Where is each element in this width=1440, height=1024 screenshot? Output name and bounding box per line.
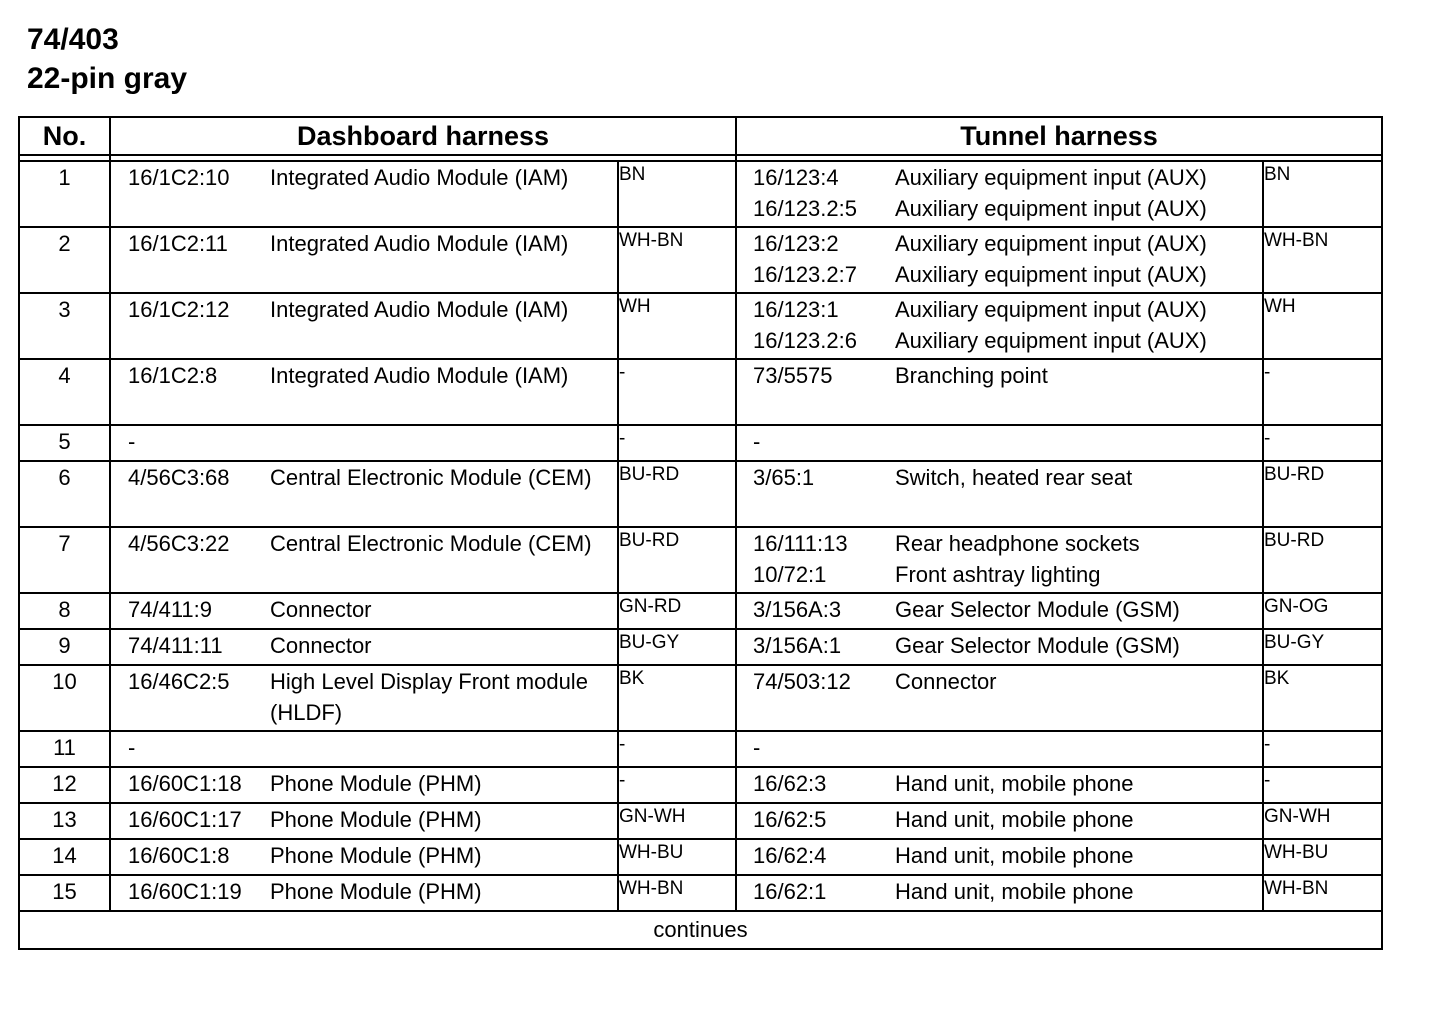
header-no: No.	[19, 117, 110, 155]
dashboard-entry	[111, 876, 617, 907]
tunnel-entry	[737, 259, 1262, 290]
dashboard-entry	[111, 228, 617, 259]
pin-number: 14	[19, 839, 110, 875]
pin-number: 9	[19, 629, 110, 665]
dashboard-harness-cell	[110, 161, 618, 227]
tunnel-wire-color: WH-BU	[1263, 839, 1382, 875]
dashboard-entry	[111, 732, 617, 763]
dashboard-wire-color: -	[618, 767, 736, 803]
dashboard-harness-cell	[110, 629, 618, 665]
dashboard-harness-cell	[110, 593, 618, 629]
table-row	[19, 161, 1382, 227]
tunnel-connector-code: -	[753, 735, 761, 760]
dashboard-entry	[111, 804, 617, 835]
pin-number: 3	[19, 293, 110, 359]
dashboard-entry	[111, 840, 617, 871]
tunnel-harness-cell	[736, 803, 1263, 839]
tunnel-component-name: Hand unit, mobile phone	[895, 771, 1134, 796]
dashboard-entry	[111, 294, 617, 325]
dashboard-wire-color: BU-RD	[618, 527, 736, 593]
dashboard-entry	[111, 462, 617, 493]
tunnel-wire-color: BU-GY	[1263, 629, 1382, 665]
tunnel-entry	[737, 294, 1262, 325]
tunnel-connector-code: 16/123.2:5	[753, 196, 857, 221]
dashboard-harness-cell	[110, 731, 618, 767]
tunnel-connector-code: 16/123.2:6	[753, 328, 857, 353]
tunnel-wire-color: -	[1263, 731, 1382, 767]
tunnel-component-name: Auxiliary equipment input (AUX)	[895, 231, 1207, 256]
table-row	[19, 629, 1382, 665]
dashboard-component-name: Phone Module (PHM)	[270, 807, 482, 832]
tunnel-harness-cell	[736, 767, 1263, 803]
tunnel-component-name: Front ashtray lighting	[895, 562, 1101, 587]
tunnel-entry	[737, 804, 1262, 835]
tunnel-harness-cell	[736, 593, 1263, 629]
tunnel-entry	[737, 228, 1262, 259]
dashboard-entry	[111, 426, 617, 457]
connector-description: 22-pin gray	[27, 62, 188, 95]
dashboard-wire-color: -	[618, 425, 736, 461]
dashboard-wire-color: WH-BN	[618, 875, 736, 911]
table-row	[19, 593, 1382, 629]
pin-number: 11	[19, 731, 110, 767]
tunnel-entry	[737, 594, 1262, 625]
tunnel-connector-code: 16/62:4	[753, 843, 827, 868]
tunnel-component-name: Auxiliary equipment input (AUX)	[895, 196, 1207, 221]
table-body	[19, 161, 1382, 911]
dashboard-connector-code: 16/60C1:17	[128, 807, 242, 832]
dashboard-component-name: Integrated Audio Module (IAM)	[270, 231, 569, 256]
tunnel-harness-cell	[736, 629, 1263, 665]
dashboard-connector-code: 16/1C2:10	[128, 165, 230, 190]
table-row	[19, 425, 1382, 461]
tunnel-harness-cell	[736, 731, 1263, 767]
pin-number: 5	[19, 425, 110, 461]
dashboard-connector-code: -	[128, 429, 136, 454]
dashboard-connector-code: 16/1C2:11	[128, 231, 228, 256]
tunnel-connector-code: 16/62:1	[753, 879, 827, 904]
tunnel-harness-cell	[736, 293, 1263, 359]
dashboard-harness-cell	[110, 461, 618, 527]
tunnel-component-name: Auxiliary equipment input (AUX)	[895, 262, 1207, 287]
dashboard-connector-code: 16/1C2:8	[128, 363, 218, 388]
tunnel-wire-color: BU-RD	[1263, 461, 1382, 527]
dashboard-wire-color: WH-BN	[618, 227, 736, 293]
tunnel-component-name: Gear Selector Module (GSM)	[895, 633, 1180, 658]
tunnel-entry	[737, 630, 1262, 661]
tunnel-component-name: Branching point	[895, 363, 1048, 388]
tunnel-entry	[737, 732, 1262, 763]
dashboard-connector-code: 16/60C1:19	[128, 879, 242, 904]
tunnel-harness-cell	[736, 461, 1263, 527]
tunnel-entry	[737, 325, 1262, 356]
table-header-row	[19, 117, 1382, 155]
dashboard-wire-color: BU-RD	[618, 461, 736, 527]
tunnel-component-name: Hand unit, mobile phone	[895, 879, 1134, 904]
tunnel-component-name: Connector	[895, 669, 997, 694]
dashboard-wire-color: BU-GY	[618, 629, 736, 665]
table-row	[19, 839, 1382, 875]
dashboard-component-name: Central Electronic Module (CEM)	[270, 465, 592, 490]
tunnel-connector-code: 73/5575	[753, 363, 833, 388]
tunnel-wire-color: -	[1263, 767, 1382, 803]
tunnel-wire-color: -	[1263, 359, 1382, 425]
continues-row	[19, 911, 1382, 949]
tunnel-component-name: Gear Selector Module (GSM)	[895, 597, 1180, 622]
dashboard-wire-color: -	[618, 359, 736, 425]
tunnel-component-name: Hand unit, mobile phone	[895, 807, 1134, 832]
pin-number: 15	[19, 875, 110, 911]
dashboard-component-name: Phone Module (PHM)	[270, 843, 482, 868]
dashboard-connector-code: 16/1C2:12	[128, 297, 230, 322]
table-row	[19, 731, 1382, 767]
tunnel-harness-cell	[736, 665, 1263, 731]
tunnel-component-name: Hand unit, mobile phone	[895, 843, 1134, 868]
tunnel-connector-code: 10/72:1	[753, 562, 827, 587]
dashboard-harness-cell	[110, 527, 618, 593]
tunnel-entry	[737, 840, 1262, 871]
dashboard-harness-cell	[110, 665, 618, 731]
table-row	[19, 293, 1382, 359]
tunnel-component-name: Auxiliary equipment input (AUX)	[895, 328, 1207, 353]
dashboard-connector-code: 4/56C3:22	[128, 531, 230, 556]
dashboard-component-name: Phone Module (PHM)	[270, 771, 482, 796]
tunnel-entry	[737, 876, 1262, 907]
dashboard-harness-cell	[110, 227, 618, 293]
tunnel-connector-code: 16/62:3	[753, 771, 827, 796]
tunnel-harness-cell	[736, 875, 1263, 911]
tunnel-wire-color: WH-BN	[1263, 227, 1382, 293]
dashboard-component-name: Integrated Audio Module (IAM)	[270, 297, 569, 322]
tunnel-connector-code: 16/123.2:7	[753, 262, 857, 287]
pin-assignment-table	[18, 116, 1383, 950]
table-row	[19, 875, 1382, 911]
pin-number: 6	[19, 461, 110, 527]
dashboard-entry	[111, 666, 617, 728]
dashboard-wire-color: BK	[618, 665, 736, 731]
tunnel-connector-code: 16/123:2	[753, 231, 839, 256]
pin-number: 10	[19, 665, 110, 731]
tunnel-wire-color: BN	[1263, 161, 1382, 227]
dashboard-component-name: High Level Display Front module (HLDF)	[270, 669, 588, 725]
tunnel-connector-code: 16/111:13	[753, 531, 848, 556]
dashboard-entry	[111, 594, 617, 625]
tunnel-component-name: Rear headphone sockets	[895, 531, 1140, 556]
tunnel-connector-code: 3/156A:3	[753, 597, 842, 622]
tunnel-connector-code: 16/123:4	[753, 165, 839, 190]
dashboard-entry	[111, 528, 617, 559]
dashboard-harness-cell	[110, 425, 618, 461]
dashboard-connector-code: 74/411:11	[128, 633, 223, 658]
dashboard-connector-code: -	[128, 735, 136, 760]
tunnel-harness-cell	[736, 839, 1263, 875]
tunnel-wire-color: -	[1263, 425, 1382, 461]
dashboard-component-name: Integrated Audio Module (IAM)	[270, 363, 569, 388]
header-tunnel-harness: Tunnel harness	[736, 117, 1382, 155]
table-row	[19, 767, 1382, 803]
tunnel-component-name: Auxiliary equipment input (AUX)	[895, 297, 1207, 322]
tunnel-connector-code: 3/156A:1	[753, 633, 842, 658]
tunnel-wire-color: GN-OG	[1263, 593, 1382, 629]
tunnel-harness-cell	[736, 527, 1263, 593]
tunnel-connector-code: 3/65:1	[753, 465, 815, 490]
pin-number: 12	[19, 767, 110, 803]
tunnel-wire-color: GN-WH	[1263, 803, 1382, 839]
dashboard-wire-color: WH	[618, 293, 736, 359]
tunnel-harness-cell	[736, 359, 1263, 425]
pin-number: 2	[19, 227, 110, 293]
pin-number: 7	[19, 527, 110, 593]
pin-number: 13	[19, 803, 110, 839]
tunnel-connector-code: 16/62:5	[753, 807, 827, 832]
tunnel-wire-color: BU-RD	[1263, 527, 1382, 593]
dashboard-wire-color: GN-WH	[618, 803, 736, 839]
tunnel-component-name: Switch, heated rear seat	[895, 465, 1133, 490]
tunnel-wire-color: BK	[1263, 665, 1382, 731]
tunnel-entry	[737, 559, 1262, 590]
dashboard-entry	[111, 630, 617, 661]
dashboard-wire-color: GN-RD	[618, 593, 736, 629]
dashboard-connector-code: 16/46C2:5	[128, 669, 230, 694]
dashboard-harness-cell	[110, 359, 618, 425]
dashboard-harness-cell	[110, 875, 618, 911]
dashboard-component-name: Integrated Audio Module (IAM)	[270, 165, 569, 190]
dashboard-harness-cell	[110, 293, 618, 359]
pin-number: 1	[19, 161, 110, 227]
tunnel-connector-code: -	[753, 429, 761, 454]
tunnel-entry	[737, 666, 1262, 697]
table-row	[19, 227, 1382, 293]
tunnel-entry	[737, 360, 1262, 391]
dashboard-component-name: Central Electronic Module (CEM)	[270, 531, 592, 556]
tunnel-wire-color: WH	[1263, 293, 1382, 359]
tunnel-component-name: Auxiliary equipment input (AUX)	[895, 165, 1207, 190]
connector-number: 74/403	[27, 23, 119, 56]
pin-number: 4	[19, 359, 110, 425]
tunnel-connector-code: 74/503:12	[753, 669, 851, 694]
tunnel-entry	[737, 162, 1262, 193]
table-row	[19, 359, 1382, 425]
dashboard-entry	[111, 360, 617, 391]
dashboard-connector-code: 4/56C3:68	[128, 465, 230, 490]
dashboard-harness-cell	[110, 839, 618, 875]
dashboard-wire-color: -	[618, 731, 736, 767]
tunnel-entry	[737, 462, 1262, 493]
dashboard-component-name: Phone Module (PHM)	[270, 879, 482, 904]
tunnel-connector-code: 16/123:1	[753, 297, 839, 322]
dashboard-connector-code: 16/60C1:18	[128, 771, 242, 796]
table-row	[19, 461, 1382, 527]
dashboard-connector-code: 74/411:9	[128, 597, 213, 622]
dashboard-component-name: Connector	[270, 597, 372, 622]
tunnel-entry	[737, 193, 1262, 224]
table-row	[19, 527, 1382, 593]
header-dashboard-harness: Dashboard harness	[110, 117, 736, 155]
dashboard-entry	[111, 162, 617, 193]
tunnel-harness-cell	[736, 227, 1263, 293]
dashboard-connector-code: 16/60C1:8	[128, 843, 230, 868]
dashboard-wire-color: WH-BU	[618, 839, 736, 875]
continues-label: continues	[19, 911, 1382, 949]
tunnel-entry	[737, 768, 1262, 799]
dashboard-harness-cell	[110, 767, 618, 803]
dashboard-component-name: Connector	[270, 633, 372, 658]
pin-number: 8	[19, 593, 110, 629]
table-row	[19, 665, 1382, 731]
table-row	[19, 803, 1382, 839]
tunnel-entry	[737, 528, 1262, 559]
dashboard-entry	[111, 768, 617, 799]
document-title	[27, 20, 187, 98]
tunnel-wire-color: WH-BN	[1263, 875, 1382, 911]
tunnel-entry	[737, 426, 1262, 457]
tunnel-harness-cell	[736, 425, 1263, 461]
dashboard-harness-cell	[110, 803, 618, 839]
dashboard-wire-color: BN	[618, 161, 736, 227]
tunnel-harness-cell	[736, 161, 1263, 227]
